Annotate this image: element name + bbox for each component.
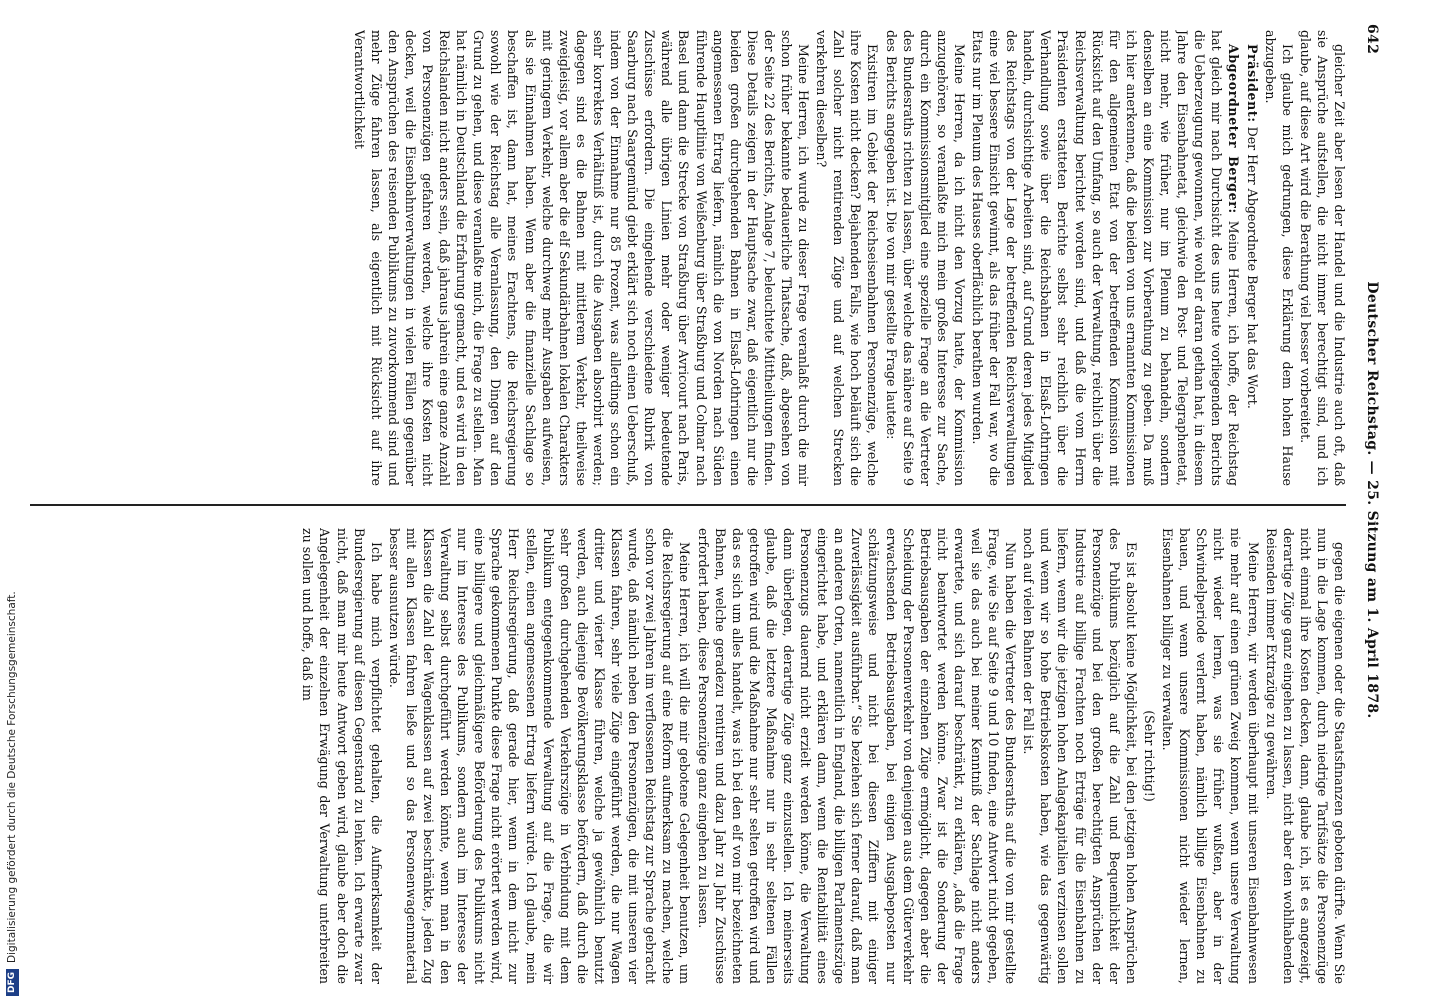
right-column	[28, 528, 1348, 984]
paragraph	[1243, 30, 1260, 486]
running-title: Deutscher Reichstag. — 25. Sitzung am 1. April 1878.	[1364, 281, 1380, 719]
paragraph-text: (Sehr richtig!)	[1141, 710, 1157, 802]
left-column	[28, 30, 1348, 486]
paragraph-text: gleicher Zeit aber lesen der Handel und die Industrie auch oft, daß sie Ansprüche aufstellen, die nicht immer berechtigt sind, und ich glaube, auf diese Art wird die Berathung viel besser vorbereitet.	[1297, 30, 1347, 486]
paragraph-text: gegen die eigenen oder die Staatsfinanzen geboten dürfte. Wenn Sie nun in die Lage kommen, durch niedrige Tarifsätze die Personenzüge nicht einmal ihre Kosten decken, dann, glaube ich, ist es angezeigt, derartige Züge ganz eingehen zu lassen, nicht aber den wohlhabenden Reisenden immer Extrazüge zu gewähren.	[1263, 528, 1347, 984]
page-number: 642	[1364, 24, 1380, 55]
paragraph-text: Nun haben die Vertreter des Bundesraths auf die von mir gestellte Frage, wie Sie auf Seite 9 und 10 finden, eine Antwort nicht gegeben, weil sie das auch bei meiner Kenntniß der Sachlage nicht anders erwartete, und sich darauf beschränkt, zu erklären, „daß die Frage nicht beantwortet werden könne. Zwar ist die Sonderung der Betriebsausgaben der einzelnen Züge ermöglicht, dagegen aber die Scheidung der Personenverkehr von denjenigen aus dem Güterverkehr erwachsenden Betriebsausgaben, bei einigen Ausgabeposten nur schätzungsweise und nicht bei diesen Ziffern mit einiger Zuverlässigkeit ausführbar.“ Sie beziehen sich ferner darauf, daß man an anderen Orten, namentlich in England, die billigen Parlamentszüge eingerichtet habe, und erklären dann, wenn die Rentabilität eines Personenzugs dauernd nicht erzielt werden könne, die Verwaltung dann überlegen, derartige Züge ganz einzustellen. Ich meinerseits glaube, daß die letztere Maßnahme nur in sehr seltenen Fällen getroffen wird und die Maßnahme nur sehr selten getroffen wird und das es sich um alles handelt, was ich bei den elf von mir bezeichneten Bahnen, welche geradezu rentiren und dazu Jahr zu Jahr Zuschüsse erfordert haben, diese Personenzüge ganz eingehen zu lassen.	[695, 528, 1019, 984]
paragraph	[299, 528, 384, 984]
paragraph-text: Meine Herren, ich will die mir gebotene Gelegenheit benutzen, um die Reichsregierung auf eine Reform aufmerksam zu machen, welche schon vor zwei Jahren im verflossenen Reichstag zur Sprache gebracht wurde, daß nämlich neben den Personenzügen, die mit unseren vier Klassen fahren, sehr viele Züge eingeführt werden, die nur Wagen dritter und vierter Klasse führen, welche ja gewöhnlich benutzt werden, auch diejenige Bevölkerungsklasse befördern, daß durch die sehr großen durchgehenden Verkehrszüge in Verbindung mit dem Publikum entgegenkommende Verwaltung auf die Frage, die wir stellen, einen angemessenen Ertrag liefern würde. Ich glaube, mein Herr Reichsregierung, daß gerade hier, wenn in dem nicht zur Sprache gekommenen Punkte diese Frage nicht erörtert werden wird, eine billigere und gleichmäßigere Beförderung des Publikums nicht nur im Interesse des Publikums, sondern auch im Interesse der Verwaltung selbst durchgeführt werden könnte, wenn man in den Klassen die Zahl der Wagenklassen auf zwei beschränkte, jeden Zug mit allen Klassen fahren ließe und so das Personenwagenmaterial besser ausnutzen würde.	[386, 528, 693, 984]
paragraph	[1262, 30, 1296, 486]
paragraph	[694, 528, 1019, 984]
paragraph	[1263, 528, 1348, 984]
paragraph	[969, 30, 1243, 486]
paragraph	[813, 30, 881, 486]
paragraph	[351, 30, 813, 486]
paragraph-text: Ich habe mich verpflichtet gehalten, die Aufmerksamkeit der Bundesregierung auf diesen Gegenstand zu lenken. Ich erwarte zwar nicht, daß man mir heute Antwort geben wird, glaube aber doch die Angelegenheit der einzelnen Erwägung der Verwaltung unterbreiten zu sollen und hoffe, daß im	[300, 528, 384, 984]
paragraph-text: Meine Herren, wir werden überhaupt mit unseren Eisenbahnwesen nie mehr auf einen grünen Zweig kommen, wenn unsere Verwaltung nicht wieder lernen, was sie früher wußten, aber in der Schwindelperiode verlernt haben, nämlich billige Eisenbahnen zu bauen, und wenn unsere Kommissionen nicht wieder lernen, Eisenbahnen billiger zu verwalten.	[1160, 528, 1261, 984]
footer-text: Digitalisierung gefördert durch die Deutsche Forschungsgemeinschaft.	[6, 591, 18, 963]
paragraph-text: Meine Herren, ich wurde zu dieser Frage veranlaßt durch die mir schon früher bekannte bedauerliche Thatsache, daß, abgesehen von der Seite 22 des Berichts, Anlage 7, beleuchtete Mittheilungen finden. Diese Details zeigen in der Hauptsache zwar, daß eigentlich nur die beiden großen durchgehenden Bahnen in Elsaß-Lothringen einen angemessenen Ertrag liefern, nämlich die von Norden nach Süden führende Hauptlinie von Weißenburg über Straßburg und Colmar nach Basel und dann die Strecke von Straßburg über Avricourt nach Paris, während alle übrigen Linien mehr oder weniger bedeutende Zuschüsse erfordern. Die eingehende verschiedene Rubrik von Saarburg nach Saargemünd giebt erklärt sich noch einen Ueberschuß, indem von der Einnahme nur 85 Prozent, was allerdings schon ein sehr korrektes Verhältniß ist, durch die Ausgaben absorbirt werden; dagegen sind es die Bahnen mit mittlerem Verkehr, theilweise zweigleisig, vor allem aber die elf Sekundärbahnen lokalen Charakters mit geringem Verkehr, welche durchweg mehr Ausgaben aufweisen, als sie Einnahmen haben. Wenn aber die finanzielle Sachlage so beschaffen ist, dann hat, meines Erachtens, die Reichsregierung sowohl wie der Reichstag alle Veranlassung, den Dingen auf den Grund zu gehen, und diese veranlaßte mich, die Frage zu stellen. Man hat nämlich in Deutschland die Erfahrung gemacht, und es wird in den Reichslanden nicht anders sein, daß jahraus jahrein eine ganze Anzahl von Personenzügen gefahren werden, welche ihre Kosten nicht decken, weil die Eisenbahnverwaltungen in vielen Fällen gegenüber den Ansprüchen des reisenden Publikums zu zuvorkommend sind und mehr Züge fahren lassen, als eigentlich mit Rücksicht auf ihre Verantwortlichkeit	[351, 30, 812, 486]
speaker-name: Präsident:	[1244, 44, 1260, 123]
paragraph-text: Ich glaube mich gedrungen, diese Erklärung dem hohen Hause abzugeben.	[1262, 30, 1295, 486]
paragraph-text: Der Herr Abgeordnete Berger hat das Wort.	[1244, 126, 1260, 409]
speaker-name: Abgeordneter Berger:	[1226, 44, 1242, 214]
column-divider	[30, 504, 1346, 506]
paragraph	[1159, 528, 1262, 984]
paragraph	[1297, 30, 1348, 486]
dfg-logo: DFG	[6, 969, 19, 996]
paragraph	[1141, 528, 1158, 984]
paragraph-text: Meine Herren, da ich nicht den Vorzug hatte, der Kommission anzugehören, so veranlaßte mich mein großes Interesse zur Sache, durch ein Kommissionsmitglied eine spezielle Frage an die Vertreter des Bundesraths richten zu lassen, über welche das nähere auf Seite 9 des Berichts angegeben ist. Die von mir gestellte Frage lautete:	[883, 30, 967, 486]
page-header	[1358, 24, 1380, 976]
digitization-footer	[4, 591, 20, 996]
paragraph	[1020, 528, 1140, 984]
paragraph-text: Existiren im Gebiet der Reichseisenbahnen Personenzüge, welche ihre Kosten nicht decken? Bejahenden Falls, wie hoch beläuft sich die Zahl solcher nicht rentirenden Züge und auf welchen Strecken verkehren dieselben?	[814, 30, 881, 486]
paragraph-text: Es ist absolut keine Möglichkeit, bei den jetzigen hohen Ansprüchen des Publikums bezüglich auf die Zahl und Bequemlichkeit der Personenzüge und bei den großen berechtigten Ansprüchen der Industrie auf billige Frachten noch Erträge für die Eisenbahnen zu liefern, wenn wir die jetzigen hohen Anlagekapitalien verzinsen sollen und wenn wir so hohe Betriebskosten haben, wie das gegenwärtig noch auf vielen Bahnen der Fall ist.	[1021, 528, 1139, 984]
paragraph	[882, 30, 967, 486]
paragraph-text: Meine Herren, ich hoffe, der Reichstag hat gleich mir nach Durchsicht des uns heute vorliegenden Berichts die Ueberzeugung gewonnen, wie wohl er daran gethan hat, in diesem Jahre den Eisenbahnetat, gleichwie den Post- und Telegraphenetat, nicht mehr, wie früher, nur im Plenum zu behandeln, sondern denselben an eine Kommission zur Vorberathung zu geben. Da muß ich hier anerkennen, daß die beiden von uns ernannten Kommissionen für den allgemeinen Etat von der betreffenden Kommission mit Rücksicht auf den Umfang, so auch der Verwaltung, reichlich über die Reichsverwaltung berichtet worden sind, und daß die vom Herrn Präsidenten erstatteten Berichte selbst sehr reichlich über die Verhandlung sowie über die Reichsbahnen in Elsaß-Lothringen handeln, durchsichtige Arbeiten sind, auf Grund deren jedes Mitglied des Reichstags von der Lage der betreffenden Reichsverwaltungen eine viel bessere Einsicht gewinnt, als das früher der Fall war, wo die Etats nur im Plenum des Hauses oberflächlich berathen wurden.	[970, 30, 1242, 486]
paragraph	[386, 528, 694, 984]
